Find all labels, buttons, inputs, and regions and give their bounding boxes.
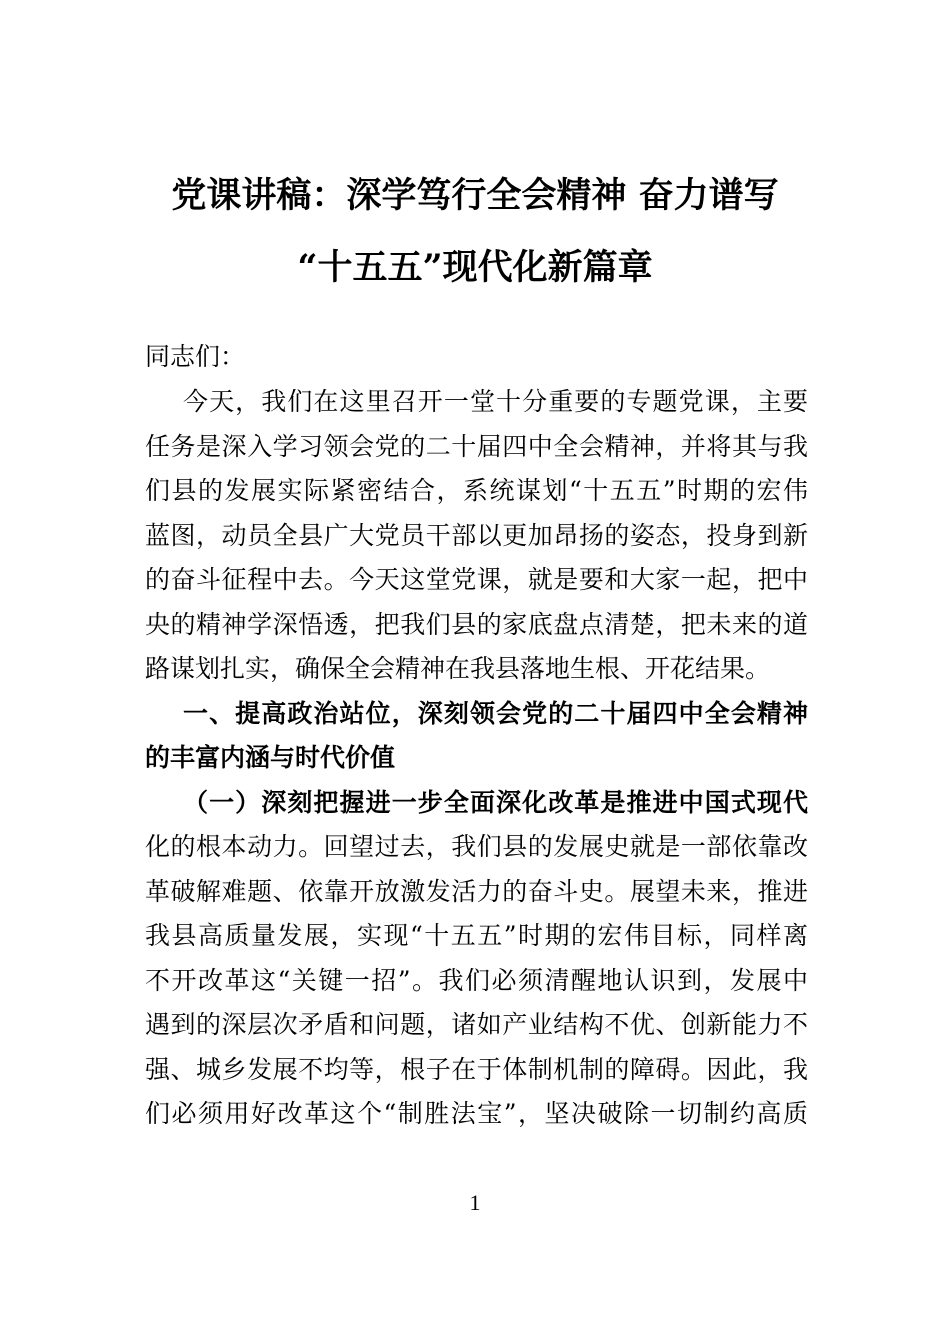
text-line: 遇到的深层次矛盾和问题，诸如产业结构不优、创新能力不 bbox=[145, 1010, 808, 1039]
text-line: 蓝图，动员全县广大党员干部以更加昂扬的姿态，投身到新 bbox=[145, 520, 808, 550]
text-line: 化的根本动力。回望过去，我们县的发展史就是一部依靠改 bbox=[145, 832, 808, 861]
text-line: 强、城乡发展不均等，根子在于体制机制的障碍。因此，我 bbox=[145, 1054, 808, 1084]
text-line: 不开改革这“关键一招”。我们必须清醒地认识到，发展中 bbox=[145, 965, 808, 995]
text-line: 路谋划扎实，确保全会精神在我县落地生根、开花结果。 bbox=[145, 654, 771, 683]
heading-line: 的丰富内涵与时代价值 bbox=[145, 743, 396, 772]
text-line: 革破解难题、依靠开放激发活力的奋斗史。展望未来，推进 bbox=[145, 876, 808, 906]
document-title-line-2: “十五五”现代化新篇章 bbox=[297, 247, 653, 288]
heading-line: 一、提高政治站位，深刻领会党的二十届四中全会精神 bbox=[183, 698, 808, 728]
text-line: 我县高质量发展，实现“十五五”时期的宏伟目标，同样离 bbox=[145, 921, 808, 950]
text-line: 们必须用好改革这个“制胜法宝”，坚决破除一切制约高质 bbox=[145, 1099, 808, 1128]
text-line: 央的精神学深悟透，把我们县的家底盘点清楚，把未来的道 bbox=[145, 609, 808, 639]
text-line: 今天，我们在这里召开一堂十分重要的专题党课，主要 bbox=[183, 387, 808, 416]
salutation: 同志们： bbox=[145, 342, 246, 371]
text-line: 任务是深入学习领会党的二十届四中全会精神，并将其与我 bbox=[145, 431, 808, 461]
text-line: 们县的发展实际紧密结合，系统谋划“十五五”时期的宏伟 bbox=[145, 476, 808, 505]
text-line: 的奋斗征程中去。今天这堂党课，就是要和大家一起，把中 bbox=[145, 565, 808, 594]
page-number: 1 bbox=[469, 1190, 481, 1215]
text-line: （一）深刻把握进一步全面深化改革是推进中国式现代 bbox=[183, 787, 808, 817]
document-title-line-1: 党课讲稿：深学笃行全会精神 奋力谱写 bbox=[171, 175, 779, 216]
